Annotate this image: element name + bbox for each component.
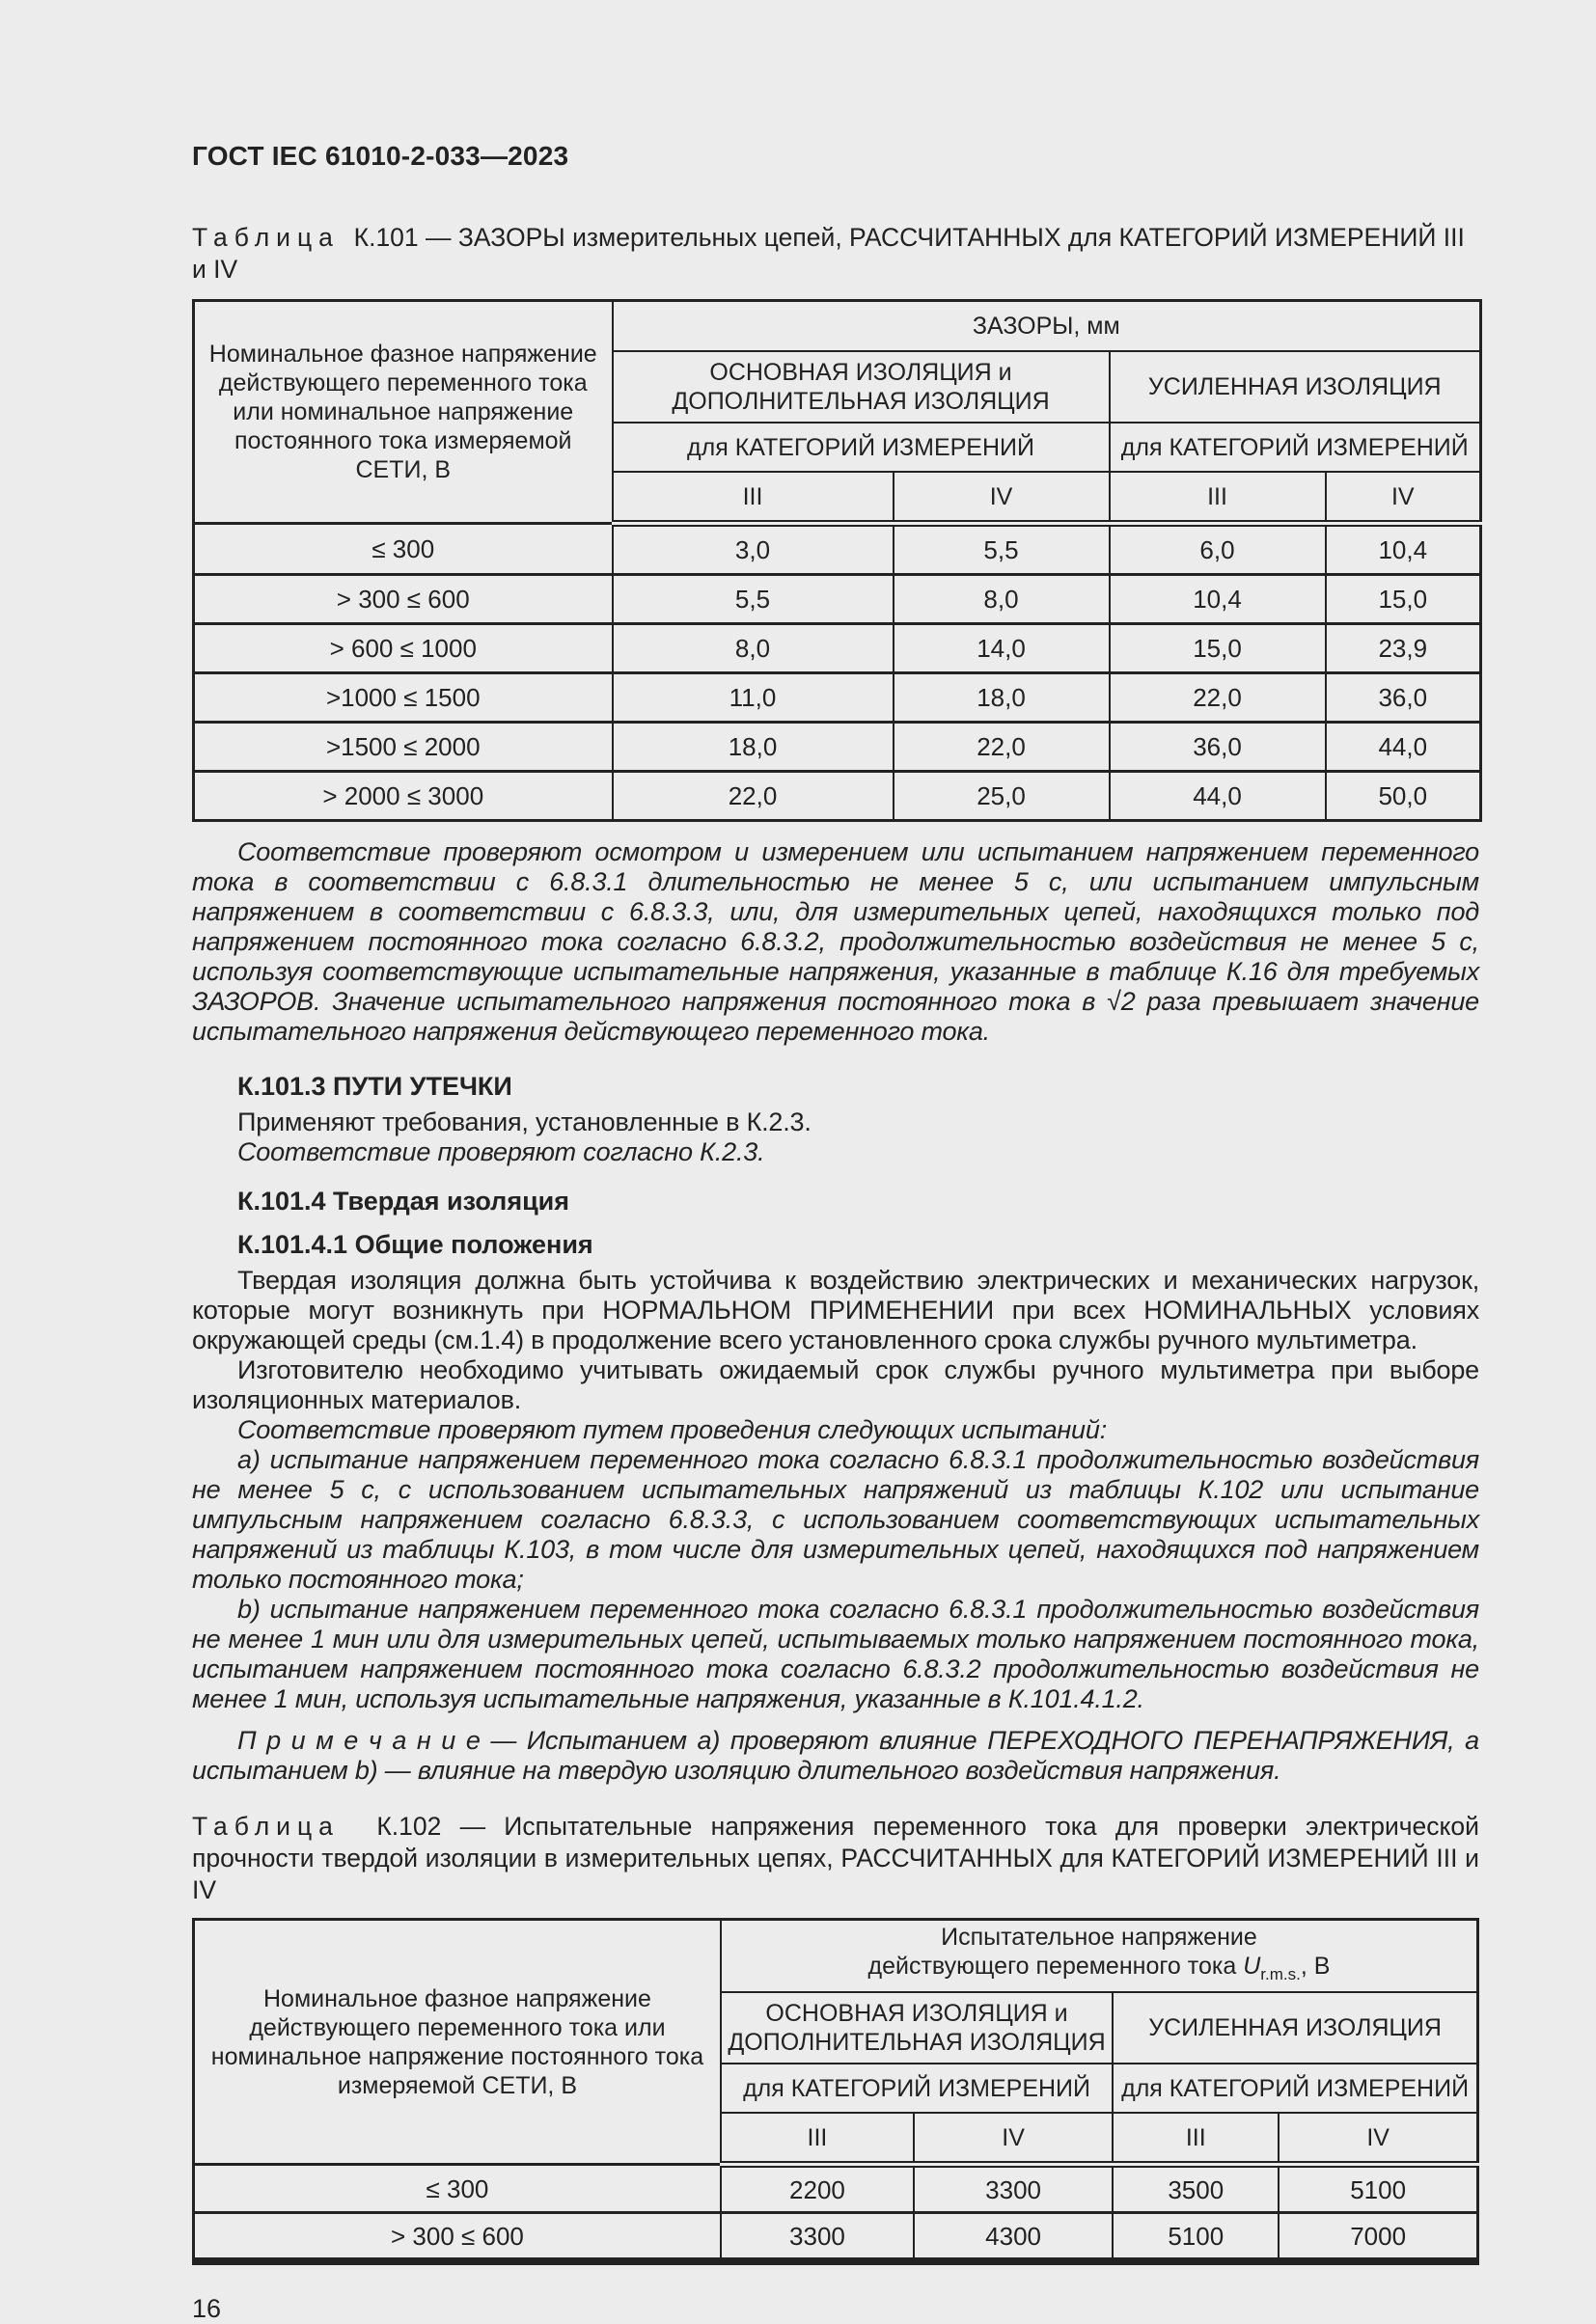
value-cell: 3500 <box>1113 2165 1279 2213</box>
value-cell: 10,4 <box>1326 524 1481 575</box>
paragraph-note: П р и м е ч а н и е — Испытанием a) проверяют влияние ПЕРЕХОДНОГО ПЕРЕНАПРЯЖЕНИЯ, а испытанием b) — влияние на твердую изоляцию длительного воздействия напряжения. <box>192 1726 1479 1785</box>
value-cell: 2200 <box>721 2165 914 2213</box>
value-cell: 11,0 <box>613 673 894 723</box>
u-rms-symbol: U <box>1243 1953 1261 1980</box>
paragraph-solid-insulation-1: Твердая изоляция должна быть устойчива к воздействию электрических и механических нагрузок, которые могут возникнуть при НОРМАЛЬНОМ ПРИМЕНЕНИИ при всех НОМИНАЛЬНЫХ условиях окружающей среды (см.1.4) в продолжение всего установленного срока службы ручного мультиметра. <box>192 1266 1479 1354</box>
value-cell: 6,0 <box>1110 524 1326 575</box>
voltage-range-cell: > 2000 ≤ 3000 <box>194 772 613 821</box>
measurement-categories-header: для КАТЕГОРИЙ ИЗМЕРЕНИЙ <box>613 423 1110 472</box>
u-rms-subscript: r.m.s. <box>1260 1965 1301 1983</box>
measurement-categories-header: для КАТЕГОРИЙ ИЗМЕРЕНИЙ <box>1113 2064 1477 2113</box>
value-cell: 22,0 <box>894 723 1110 772</box>
value-cell: 25,0 <box>894 772 1110 821</box>
value-cell: 5,5 <box>894 524 1110 575</box>
table-row <box>194 2213 1478 2262</box>
value-cell: 15,0 <box>1110 624 1326 673</box>
table-k102 <box>192 1918 1479 2265</box>
section-heading-k101-4-1: К.101.4.1 Общие положения <box>237 1230 593 1259</box>
value-cell: 8,0 <box>613 624 894 673</box>
value-cell: 15,0 <box>1326 575 1481 624</box>
table-caption-number: К.102 <box>376 1812 442 1841</box>
reinforced-insulation-header: УСИЛЕННАЯ ИЗОЛЯЦИЯ <box>1110 351 1481 423</box>
table-caption-number: К.101 <box>353 223 419 252</box>
value-cell: 3300 <box>721 2213 914 2262</box>
value-cell: 5100 <box>1279 2165 1477 2213</box>
basic-insulation-header: ОСНОВНАЯ ИЗОЛЯЦИЯ и ДОПОЛНИТЕЛЬНАЯ ИЗОЛЯЦИЯ <box>721 1992 1113 2064</box>
test-voltage-header-cell <box>721 1920 1478 1993</box>
value-cell: 23,9 <box>1326 624 1481 673</box>
paragraph-conformity-k101: Соответствие проверяют осмотром и измерением или испытанием напряжением переменного тока в соответствии с 6.8.3.1 длительностью не менее 5 с, или испытанием импульсным напряжением в соответствии с 6.8.3.3, или, для измерительных цепей, находящихся только под напряжением постоянного тока согласно 6.8.3.2, продолжительностью воздействия не менее 5 с, используя соответствующие испытательные напряжения, указанные в таблице К.16 для требуемых ЗАЗОРОВ. Значение испытательного напряжения постоянного тока в √2 раза превышает значение испытательного напряжения действующего переменного тока. <box>192 837 1479 1046</box>
value-cell: 18,0 <box>613 723 894 772</box>
table-row <box>194 524 1481 575</box>
test-voltage-line2: действующего переменного тока <box>867 1953 1244 1980</box>
cat-iv-header: IV <box>1326 472 1481 524</box>
cat-iv-header: IV <box>914 2113 1113 2165</box>
table-row <box>194 673 1481 723</box>
voltage-range-cell: > 600 ≤ 1000 <box>194 624 613 673</box>
value-cell: 5100 <box>1113 2213 1279 2262</box>
value-cell: 22,0 <box>613 772 894 821</box>
value-cell: 8,0 <box>894 575 1110 624</box>
table-k101-caption <box>192 222 1479 286</box>
cat-iii-header: III <box>1113 2113 1279 2165</box>
value-cell: 10,4 <box>1110 575 1326 624</box>
paragraph-k101-3-conformity: Соответствие проверяют согласно К.2.3. <box>237 1137 765 1166</box>
table-row <box>194 2165 1478 2213</box>
voltage-range-cell: >1000 ≤ 1500 <box>194 673 613 723</box>
cat-iii-header: III <box>1110 472 1326 524</box>
table-caption-text: — ЗАЗОРЫ измерительных цепей, РАССЧИТАННЫХ для КАТЕГОРИЙ ИЗМЕРЕНИЙ III и IV <box>192 223 1465 284</box>
voltage-range-cell: ≤ 300 <box>194 2165 721 2213</box>
page-content <box>192 141 1479 2324</box>
paragraph-test-a: a) испытание напряжением переменного тока согласно 6.8.3.1 продолжительностью воздействия не менее 5 с, с использованием испытательных напряжений из таблицы К.102 или испытание импульсным напряжением согласно 6.8.3.3, с использованием соответствующих испытательных напряжений из таблицы К.103, в том числе для измерительных цепей, находящихся под напряжением только постоянного тока; <box>192 1445 1479 1594</box>
value-cell: 3300 <box>914 2165 1113 2213</box>
value-cell: 50,0 <box>1326 772 1481 821</box>
table-header-row <box>194 301 1481 352</box>
voltage-range-cell: > 300 ≤ 600 <box>194 2213 721 2262</box>
table-k101 <box>192 299 1482 822</box>
value-cell: 7000 <box>1279 2213 1477 2262</box>
basic-insulation-header: ОСНОВНАЯ ИЗОЛЯЦИЯ и ДОПОЛНИТЕЛЬНАЯ ИЗОЛЯЦИЯ <box>613 351 1110 423</box>
paragraph-test-b: b) испытание напряжением переменного тока согласно 6.8.3.1 продолжительностью воздействия не менее 1 мин или для измерительных цепей, испытываемых только напряжением постоянного тока, испытанием напряжением постоянного тока согласно 6.8.3.2 продолжительностью воздействия не менее 1 мин, используя испытательные напряжения, указанные в К.101.4.1.2. <box>192 1595 1479 1713</box>
test-voltage-line1: Испытательное напряжение <box>941 1924 1257 1951</box>
table-caption-word: Таблица <box>192 1812 340 1841</box>
measurement-categories-header: для КАТЕГОРИЙ ИЗМЕРЕНИЙ <box>721 2064 1113 2113</box>
cat-iii-header: III <box>721 2113 914 2165</box>
table-k102-caption <box>192 1811 1479 1906</box>
value-cell: 22,0 <box>1110 673 1326 723</box>
value-cell: 36,0 <box>1110 723 1326 772</box>
doc-number: ГОСТ IEC 61010-2-033—2023 <box>192 141 569 171</box>
voltage-range-cell: > 300 ≤ 600 <box>194 575 613 624</box>
table-row <box>194 624 1481 673</box>
cat-iv-header: IV <box>894 472 1110 524</box>
clearances-header-cell: ЗАЗОРЫ, мм <box>613 301 1481 352</box>
table-caption-text: — Испытательные напряжения переменного тока для проверки электрической прочности твердой изоляции в измерительных цепях, РАССЧИТАННЫХ для КАТЕГОРИЙ ИЗМЕРЕНИЙ III и IV <box>192 1812 1479 1904</box>
paragraph-k101-3-body: Применяют требования, установленные в К.2.3. <box>237 1107 812 1136</box>
value-cell: 44,0 <box>1326 723 1481 772</box>
voltage-range-cell: ≤ 300 <box>194 524 613 575</box>
table-header-row <box>194 1920 1478 1993</box>
table-row <box>194 575 1481 624</box>
paragraph-tests-intro: Соответствие проверяют путем проведения следующих испытаний: <box>237 1415 1107 1444</box>
value-cell: 4300 <box>914 2213 1113 2262</box>
test-voltage-unit: , В <box>1300 1953 1331 1980</box>
table-row <box>194 723 1481 772</box>
page-number: 16 <box>192 2294 222 2323</box>
value-cell: 36,0 <box>1326 673 1481 723</box>
section-heading-k101-4: К.101.4 Твердая изоляция <box>237 1187 570 1216</box>
cat-iv-header: IV <box>1279 2113 1477 2165</box>
measurement-categories-header: для КАТЕГОРИЙ ИЗМЕРЕНИЙ <box>1110 423 1481 472</box>
table-row <box>194 772 1481 821</box>
table-caption-word: Таблица <box>192 223 340 252</box>
value-cell: 5,5 <box>613 575 894 624</box>
value-cell: 3,0 <box>613 524 894 575</box>
value-cell: 18,0 <box>894 673 1110 723</box>
voltage-header-cell: Номинальное фазное напряжение действующего переменного тока или номинальное напряжение постоянного тока измеряемой СЕТИ, В <box>194 1920 721 2165</box>
voltage-header-cell: Номинальное фазное напряжение действующего переменного тока или номинальное напряжение постоянного тока измеряемой СЕТИ, В <box>194 301 613 524</box>
paragraph-solid-insulation-2: Изготовителю необходимо учитывать ожидаемый срок службы ручного мультиметра при выборе изоляционных материалов. <box>192 1355 1479 1414</box>
cat-iii-header: III <box>613 472 894 524</box>
reinforced-insulation-header: УСИЛЕННАЯ ИЗОЛЯЦИЯ <box>1113 1992 1477 2064</box>
value-cell: 14,0 <box>894 624 1110 673</box>
section-heading-k101-3: К.101.3 ПУТИ УТЕЧКИ <box>237 1072 512 1101</box>
value-cell: 44,0 <box>1110 772 1326 821</box>
voltage-range-cell: >1500 ≤ 2000 <box>194 723 613 772</box>
